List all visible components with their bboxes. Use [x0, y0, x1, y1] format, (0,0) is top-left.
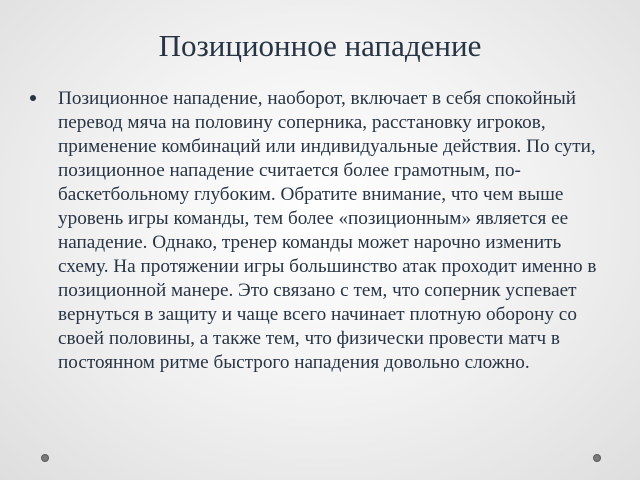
previous-slide-dot-icon[interactable]	[41, 454, 49, 462]
bullet-dot-icon	[30, 95, 36, 101]
slide-content	[30, 87, 610, 375]
slide-title: Позиционное нападение	[158, 28, 482, 63]
bullet-text: Позиционное нападение, наоборот, включает в себя спокойный перевод мяча на половину соперника, расстановку игроков, применение комбинаций или индивидуальные действия. По сути, позиционное нападение считается более грамотным, по-баскетбольному глубоким. Обратите внимание, что чем выше уровень игры команды, тем более «позиционным» является ее нападение. Однако, тренер команды может нарочно изменить схему. На протяжении игры большинство атак проходит именно в позиционной манере. Это связано с тем, что соперник успевает вернуться в защиту и чаще всего начинает плотную оборону со своей половины, а также тем, что физически провести матч в постоянном ритме быстрого нападения довольно сложно.	[58, 88, 597, 373]
bullet-item	[30, 87, 610, 375]
next-slide-dot-icon[interactable]	[593, 454, 601, 462]
